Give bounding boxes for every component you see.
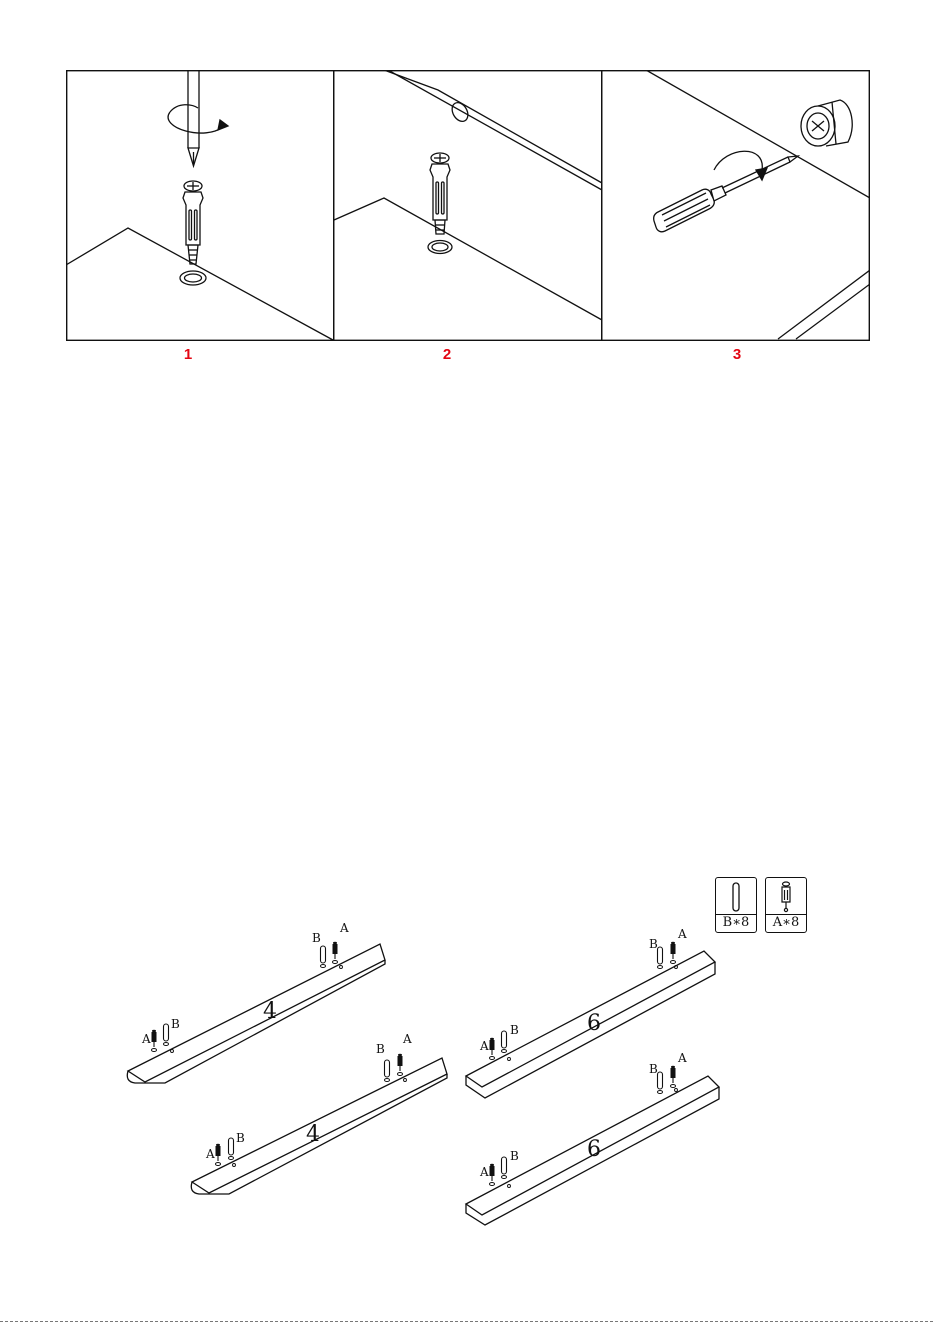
pin-label-a: A xyxy=(480,1165,489,1179)
instruction-panels xyxy=(66,70,870,341)
dowel-b-icon xyxy=(321,946,326,968)
drill-hole xyxy=(675,1089,678,1092)
hardware-a-label: A∗8 xyxy=(766,914,806,932)
hardware-b-label: B∗8 xyxy=(716,914,756,932)
cam-bolt-a-icon xyxy=(490,1038,495,1060)
drill-hole xyxy=(340,966,343,969)
dowel-b-icon xyxy=(658,947,663,969)
cam-bolt-a-icon xyxy=(152,1030,157,1052)
pin-label-a: A xyxy=(480,1039,489,1053)
pin-label-a: A xyxy=(340,921,349,935)
drill-hole xyxy=(233,1164,236,1167)
pin-label-a: A xyxy=(678,1051,687,1065)
pin-label-b: B xyxy=(649,1062,658,1076)
pin-label-a: A xyxy=(678,927,687,941)
cam-bolt-a-icon xyxy=(216,1144,221,1166)
dowel-b-icon xyxy=(502,1157,507,1179)
pin-label-b: B xyxy=(312,931,321,945)
drill-hole xyxy=(508,1058,511,1061)
pin-label-b: B xyxy=(236,1131,245,1145)
dowel-b-icon xyxy=(385,1060,390,1082)
drill-hole xyxy=(171,1050,174,1053)
dowel-b-icon xyxy=(164,1024,169,1046)
step-3-illustration xyxy=(646,70,870,339)
board-label: 4 xyxy=(306,1122,320,1147)
page-edge-divider xyxy=(0,1321,933,1322)
pin-label-b: B xyxy=(510,1023,519,1037)
pin-label-b: B xyxy=(376,1042,385,1056)
board-label: 4 xyxy=(263,999,277,1024)
pin-label-b: B xyxy=(171,1017,180,1031)
board-label: 6 xyxy=(587,1011,601,1036)
step-2-illustration xyxy=(334,70,602,320)
step-1-illustration xyxy=(66,70,333,340)
dowel-b-icon xyxy=(658,1072,663,1094)
board-label: 6 xyxy=(587,1137,601,1162)
pin-label-a: A xyxy=(403,1032,412,1046)
cam-bolt-a-icon xyxy=(671,942,676,964)
dowel-b-icon xyxy=(229,1138,234,1160)
drill-hole xyxy=(508,1185,511,1188)
board-4-upper xyxy=(127,944,385,1083)
drill-hole xyxy=(404,1079,407,1082)
cam-bolt-a-icon xyxy=(490,1164,495,1186)
dowel-b-icon xyxy=(502,1031,507,1053)
board-assembly-diagram xyxy=(0,900,933,1260)
cam-bolt-a-icon xyxy=(398,1054,403,1076)
step-number: 3 xyxy=(732,346,742,363)
step-number: 1 xyxy=(183,346,193,363)
cam-bolt-a-icon xyxy=(671,1066,676,1088)
pin-label-b: B xyxy=(649,937,658,951)
cam-bolt-a-icon xyxy=(333,942,338,964)
step-number: 2 xyxy=(442,346,452,363)
pin-label-a: A xyxy=(142,1032,151,1046)
pin-label-a: A xyxy=(206,1147,215,1161)
pin-label-b: B xyxy=(510,1149,519,1163)
